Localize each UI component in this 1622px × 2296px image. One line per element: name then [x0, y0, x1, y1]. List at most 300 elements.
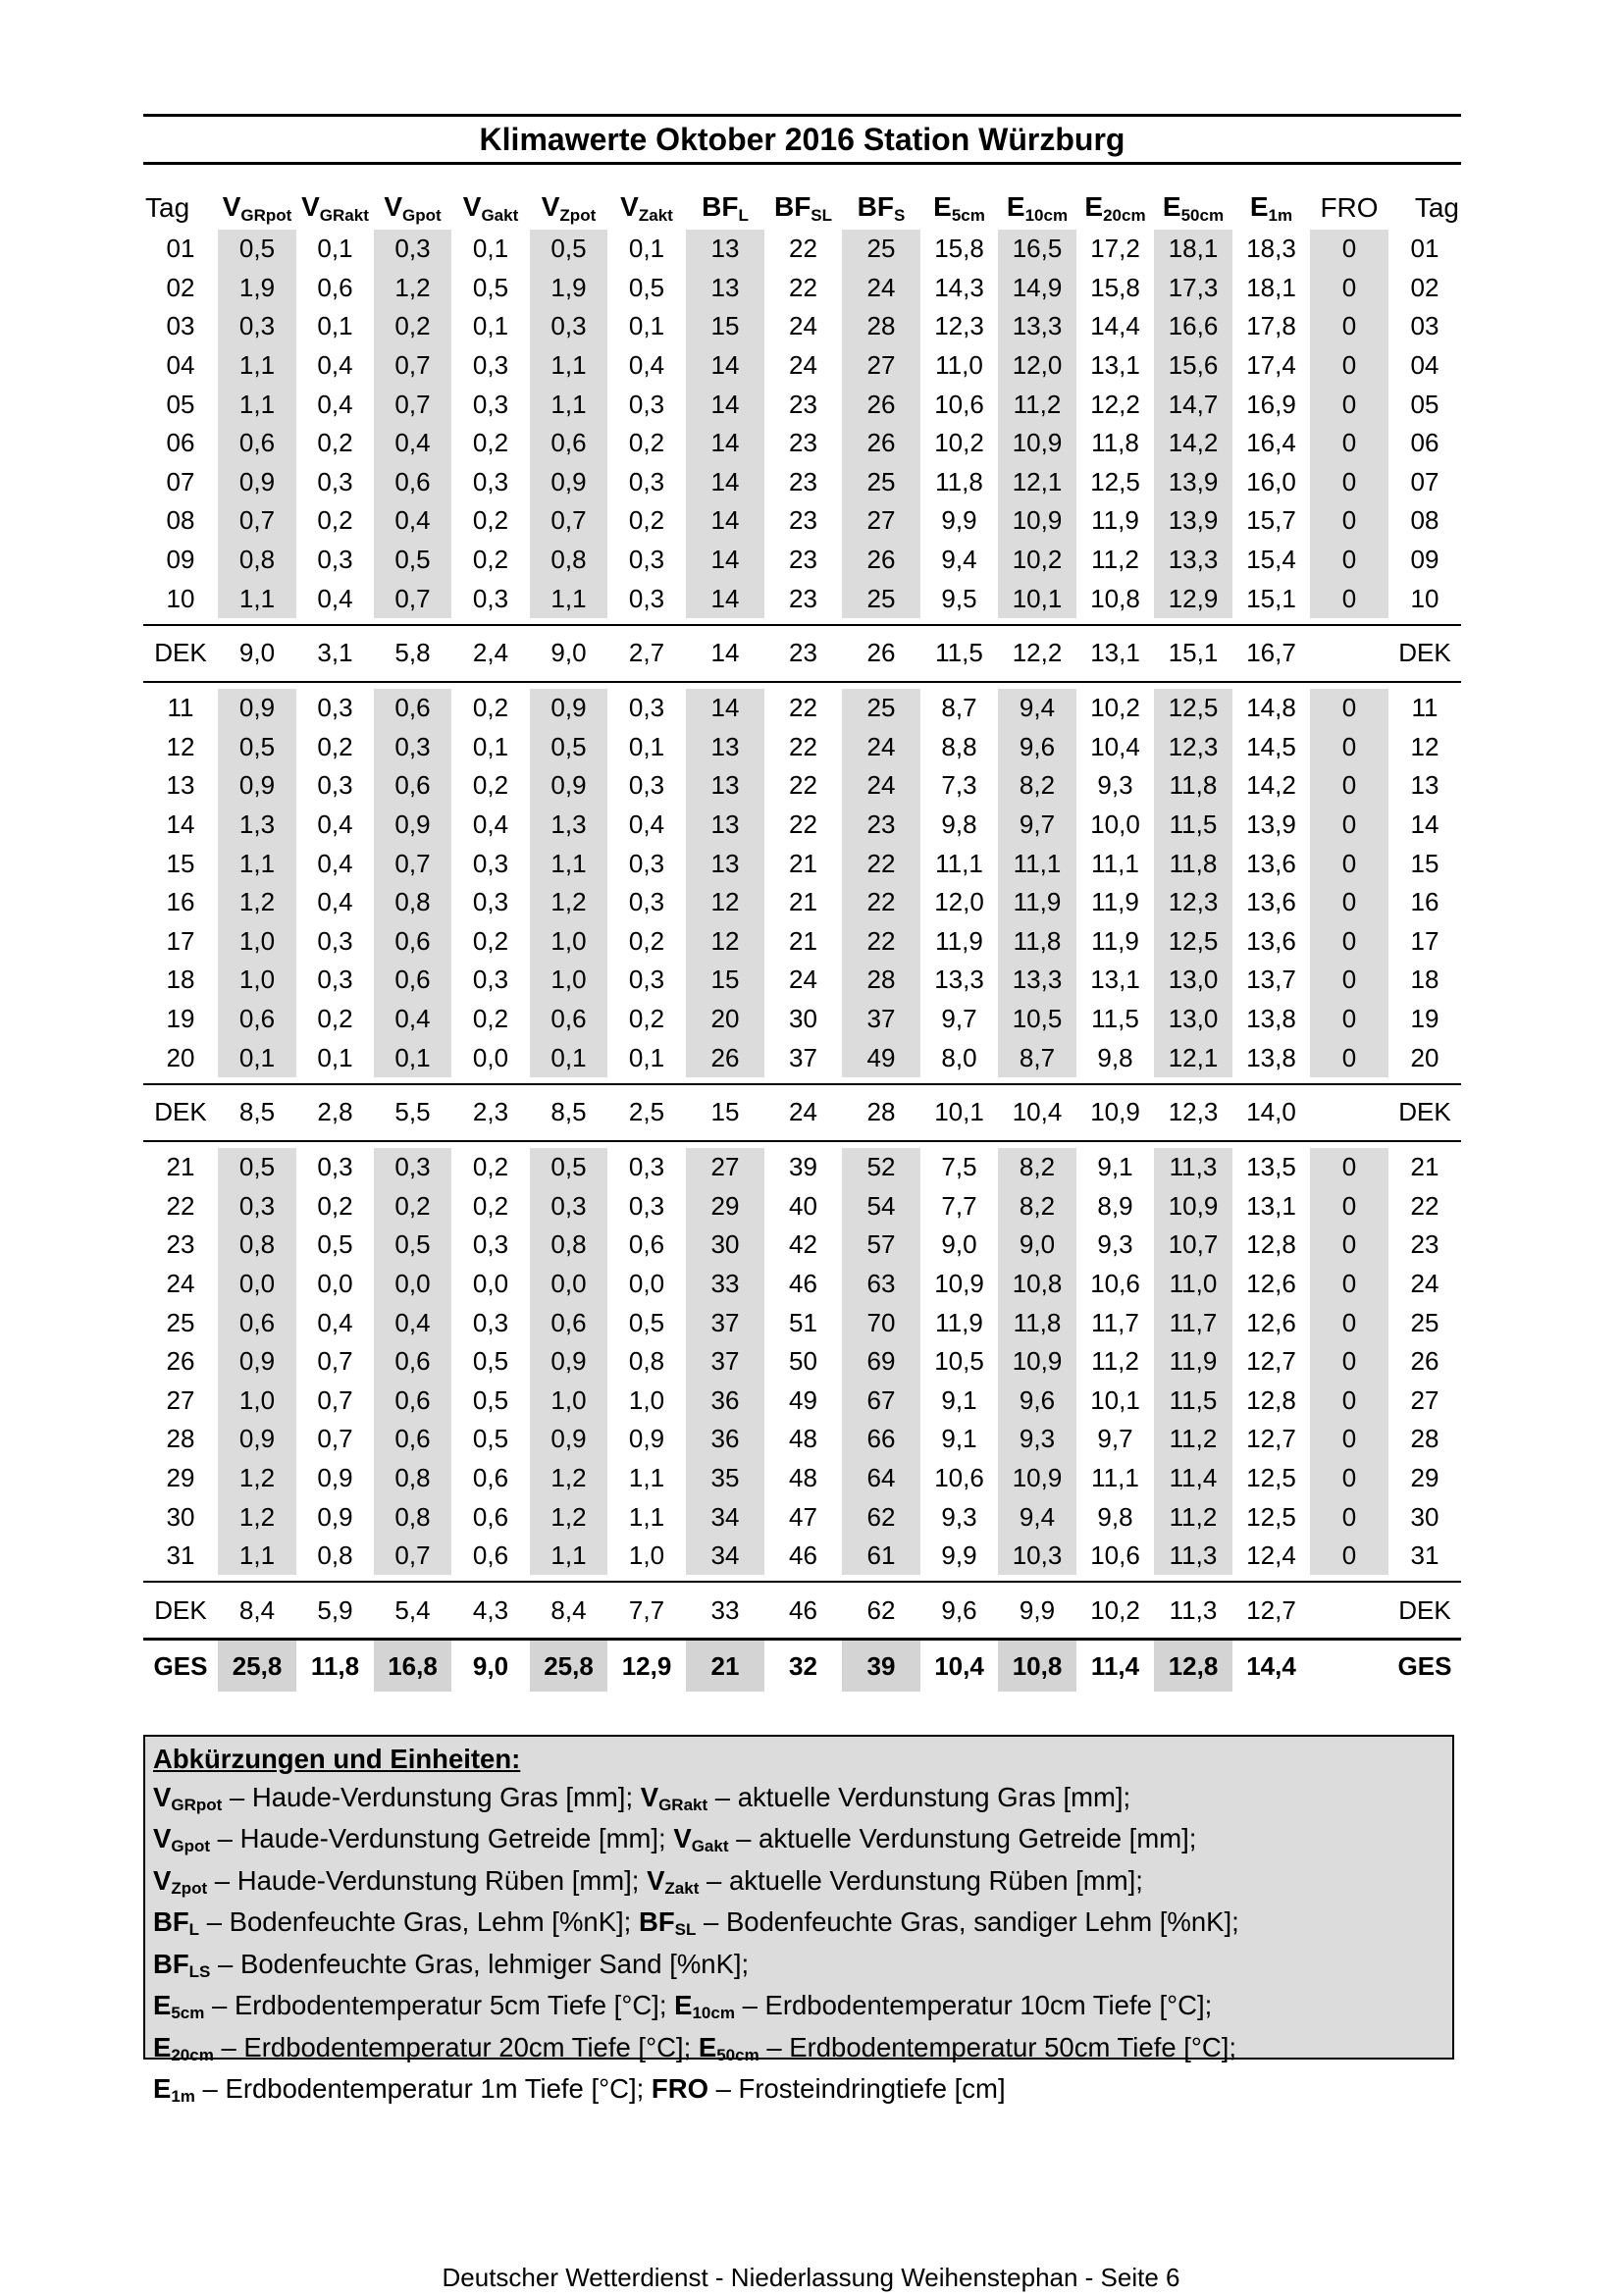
table-cell: 1,2 — [530, 1459, 607, 1498]
legend-text: – Bodenfeuchte Gras, Lehm [%nK]; — [199, 1906, 639, 1937]
day-label-right: 07 — [1410, 466, 1439, 496]
table-cell: 0,1 — [317, 1042, 353, 1072]
day-label-left: 16 — [166, 887, 195, 917]
header-col-main: E — [933, 190, 952, 222]
header-col-sub: 20cm — [1103, 205, 1146, 225]
header-col-sub: GRpot — [240, 205, 292, 225]
table-cell: 11,1 — [1091, 1462, 1139, 1492]
table-cell: 0,3 — [472, 583, 509, 613]
day-label-left: 22 — [166, 1190, 195, 1221]
spacer-row — [143, 1141, 1461, 1148]
table-cell: 0 — [1310, 307, 1388, 346]
table-cell: 9,0 — [998, 1226, 1076, 1265]
table-cell: 12,2 — [1090, 389, 1140, 419]
table-cell: 52 — [842, 1148, 920, 1187]
table-cell: 23 — [789, 545, 817, 575]
legend-text: – Erdbodentemperatur 10cm Tiefe [°C]; — [734, 1990, 1213, 2020]
table-cell: 70 — [842, 1303, 920, 1342]
table-cell: 30 — [686, 1226, 764, 1265]
legend-subscript: LS — [188, 1961, 211, 1981]
table-cell: 11,8 — [1154, 844, 1232, 883]
table-cell: 0,3 — [374, 230, 451, 269]
table-cell: 1,1 — [530, 1537, 607, 1576]
table-cell: 22 — [789, 770, 817, 801]
table-cell: 9,9 — [941, 505, 977, 536]
table-cell: 0 — [1310, 1459, 1388, 1498]
table-cell: 0,2 — [472, 925, 509, 956]
table-cell: 24 — [764, 1084, 842, 1141]
legend-symbol: V — [153, 1823, 172, 1853]
day-label-right: 30 — [1410, 1501, 1439, 1532]
header-col: FRO — [1320, 192, 1379, 223]
legend-symbol: FRO — [651, 2073, 708, 2104]
table-cell: 0,3 — [628, 1152, 665, 1182]
table-cell: 12,7 — [1246, 1424, 1296, 1454]
legend-text: – Erdbodentemperatur 50cm Tiefe [°C]; — [759, 2031, 1237, 2062]
table-row — [143, 766, 1461, 806]
table-cell: 23 — [789, 505, 817, 536]
table-cell: 0,2 — [628, 1003, 665, 1033]
table-cell: 16,5 — [998, 230, 1076, 269]
total-cell: 16,8 — [374, 1640, 451, 1693]
table-row — [143, 1038, 1461, 1077]
day-label-right: 22 — [1410, 1190, 1439, 1221]
table-cell: 0,3 — [628, 1190, 665, 1221]
table-cell: 5,8 — [374, 625, 451, 682]
total-cell: 25,8 — [530, 1640, 607, 1693]
table-cell: 11,0 — [935, 350, 983, 381]
table-cell: 37 — [842, 1000, 920, 1039]
table-cell: 26 — [686, 1038, 764, 1077]
legend-subscript: GRakt — [658, 1795, 708, 1814]
table-cell: 0,2 — [317, 1190, 353, 1221]
table-cell: 14 — [686, 625, 764, 682]
table-cell: 12,6 — [1246, 1268, 1296, 1298]
day-label-left: 09 — [166, 545, 195, 575]
table-cell: 14,3 — [934, 272, 984, 302]
table-cell: 0 — [1310, 1537, 1388, 1576]
table-cell: 12,3 — [1154, 883, 1232, 922]
table-cell: 1,0 — [218, 961, 296, 1000]
table-cell: 14 — [686, 385, 764, 424]
table-cell: 0,5 — [218, 230, 296, 269]
table-cell: 49 — [842, 1038, 920, 1077]
table-cell: 0,3 — [317, 770, 353, 801]
table-cell: 10,9 — [1154, 1186, 1232, 1226]
table-cell: 10,9 — [998, 501, 1076, 541]
table-cell: 0,5 — [530, 1148, 607, 1187]
table-cell: 0,3 — [472, 887, 509, 917]
legend-subscript: Gakt — [691, 1837, 729, 1855]
day-label-left: 21 — [166, 1152, 195, 1182]
table-cell: 11,3 — [1154, 1537, 1232, 1576]
table-cell: 14 — [686, 501, 764, 541]
total-cell: 12,8 — [1154, 1640, 1232, 1693]
day-label-right: 16 — [1410, 887, 1439, 917]
table-cell: 21 — [789, 848, 817, 878]
table-cell: 46 — [764, 1582, 842, 1640]
table-cell: 0,5 — [218, 728, 296, 767]
table-cell: 12,5 — [1154, 689, 1232, 728]
table-cell: 23 — [789, 428, 817, 458]
table-cell: 34 — [686, 1497, 764, 1537]
day-label-left: 31 — [166, 1540, 195, 1571]
legend-line — [153, 1905, 1444, 1948]
table-cell: 27 — [842, 346, 920, 386]
table-cell: 1,1 — [218, 385, 296, 424]
table-cell: 5,5 — [374, 1084, 451, 1141]
table-header-row — [143, 186, 1461, 230]
table-row — [143, 922, 1461, 962]
table-cell: 0 — [1310, 1186, 1388, 1226]
table-cell: 0,6 — [374, 766, 451, 806]
table-cell: 14 — [686, 463, 764, 502]
table-row — [143, 1000, 1461, 1039]
table-cell: 11,0 — [1154, 1265, 1232, 1304]
table-cell: 0,3 — [628, 583, 665, 613]
table-cell: 9,1 — [1097, 1152, 1133, 1182]
day-label-left: 25 — [166, 1307, 195, 1337]
table-row — [143, 269, 1461, 308]
table-cell: 10,4 — [1090, 731, 1140, 761]
table-cell: 11,1 — [998, 844, 1076, 883]
table-cell: 12,5 — [1154, 922, 1232, 962]
table-cell: 0,7 — [374, 346, 451, 386]
table-cell: 14 — [686, 579, 764, 618]
table-cell: 0,5 — [218, 1148, 296, 1187]
table-cell — [1310, 625, 1388, 682]
table-cell: 12,9 — [1154, 579, 1232, 618]
header-col-main: E — [1249, 190, 1269, 222]
table-cell: 27 — [686, 1148, 764, 1187]
table-cell: 22 — [842, 883, 920, 922]
table-cell: 49 — [789, 1384, 817, 1415]
table-row — [143, 463, 1461, 502]
table-cell: 0 — [1310, 541, 1388, 580]
spacer-row — [143, 1575, 1461, 1582]
table-cell: 0,3 — [628, 887, 665, 917]
table-cell: 1,1 — [218, 1537, 296, 1576]
table-cell: 14,0 — [1232, 1084, 1310, 1141]
table-cell: 0,3 — [317, 466, 353, 496]
table-cell: 0,4 — [472, 809, 509, 840]
header-col-main: E — [1084, 190, 1104, 222]
table-cell: 1,2 — [218, 883, 296, 922]
table-cell: 10,7 — [1154, 1226, 1232, 1265]
table-cell: 1,1 — [218, 844, 296, 883]
table-cell: 10,9 — [1076, 1084, 1154, 1141]
climate-table — [143, 186, 1461, 1692]
table-cell: 0,4 — [374, 1000, 451, 1039]
dek-label-right: DEK — [1388, 625, 1461, 682]
table-cell: 2,8 — [296, 1084, 374, 1141]
table-cell: 0,9 — [530, 1342, 607, 1382]
table-cell: 1,1 — [530, 385, 607, 424]
table-cell: 1,1 — [530, 579, 607, 618]
table-cell: 10,2 — [1090, 693, 1140, 723]
table-cell: 0,4 — [628, 350, 665, 381]
table-cell: 0,6 — [472, 1540, 509, 1571]
day-label-right: 01 — [1410, 234, 1439, 264]
table-cell: 0 — [1310, 961, 1388, 1000]
table-cell: 16,7 — [1232, 625, 1310, 682]
table-cell: 0,5 — [628, 272, 665, 302]
table-cell: 0 — [1310, 424, 1388, 463]
table-cell: 0,9 — [530, 1420, 607, 1459]
table-cell: 0,7 — [374, 579, 451, 618]
header-col-main: V — [384, 190, 403, 222]
table-cell: 51 — [789, 1307, 817, 1337]
table-cell: 64 — [842, 1459, 920, 1498]
table-cell: 20 — [686, 1000, 764, 1039]
legend-symbol: V — [153, 1864, 172, 1896]
total-cell: 10,8 — [998, 1640, 1076, 1693]
table-cell: 26 — [842, 385, 920, 424]
table-cell: 0,4 — [317, 848, 353, 878]
table-cell: 10,1 — [998, 579, 1076, 618]
table-cell: 0 — [1310, 883, 1388, 922]
legend-symbol: V — [647, 1864, 665, 1896]
spacer-row — [143, 1077, 1461, 1084]
table-cell: 10,4 — [998, 1084, 1076, 1141]
table-row — [143, 1381, 1461, 1420]
table-row — [143, 1459, 1461, 1498]
table-cell: 0,3 — [628, 389, 665, 419]
table-cell: 10,1 — [920, 1084, 998, 1141]
header-col — [920, 186, 998, 230]
table-cell: 0 — [1310, 1265, 1388, 1304]
table-cell: 1,1 — [628, 1501, 665, 1532]
table-cell: 11,9 — [1154, 1342, 1232, 1382]
table-cell: 37 — [686, 1342, 764, 1382]
table-cell: 15,7 — [1246, 505, 1296, 536]
table-cell: 14,9 — [998, 269, 1076, 308]
table-cell: 0,2 — [317, 505, 353, 536]
table-cell: 11,5 — [1154, 1381, 1232, 1420]
table-cell: 9,9 — [998, 1582, 1076, 1640]
legend-text: – Erdbodentemperatur 20cm Tiefe [°C]; — [213, 2031, 699, 2062]
table-cell: 8,9 — [1097, 1190, 1133, 1221]
header-col — [218, 186, 296, 230]
day-label-right: 11 — [1411, 693, 1439, 723]
table-cell: 0,3 — [628, 545, 665, 575]
table-row — [143, 424, 1461, 463]
table-cell: 0,8 — [530, 541, 607, 580]
table-cell: 9,0 — [530, 625, 607, 682]
spacer-row — [143, 618, 1461, 625]
legend-symbol: E — [698, 2031, 717, 2062]
table-cell: 40 — [789, 1190, 817, 1221]
header-col-sub: L — [738, 205, 749, 225]
table-cell: 0,1 — [218, 1038, 296, 1077]
table-cell: 13,6 — [1246, 848, 1296, 878]
legend-subscript: Zpot — [171, 1878, 208, 1898]
table-cell: 0,4 — [374, 1303, 451, 1342]
table-cell: 0 — [1310, 579, 1388, 618]
table-cell: 0,4 — [317, 389, 353, 419]
legend-symbol: E — [153, 2031, 172, 2062]
table-cell: 0,5 — [472, 1424, 509, 1454]
table-cell: 3,1 — [296, 625, 374, 682]
spacer-cell — [143, 618, 1461, 625]
table-cell: 0,7 — [317, 1384, 353, 1415]
header-col-sub: 1m — [1268, 205, 1293, 225]
table-cell: 0,2 — [472, 1190, 509, 1221]
table-cell: 0,6 — [374, 961, 451, 1000]
table-cell: 0 — [1310, 1000, 1388, 1039]
table-cell: 7,7 — [941, 1190, 977, 1221]
legend-text: – Erdbodentemperatur 1m Tiefe [°C]; — [194, 2073, 652, 2104]
table-cell: 10,6 — [934, 1462, 984, 1492]
legend-symbol: BF — [153, 1906, 189, 1937]
table-cell: 0 — [1310, 766, 1388, 806]
table-cell: 0,3 — [628, 693, 665, 723]
table-cell: 39 — [789, 1152, 817, 1182]
day-label-left: 29 — [166, 1462, 195, 1492]
table-cell: 0,1 — [530, 1038, 607, 1077]
table-cell: 0,2 — [374, 307, 451, 346]
total-cell: 14,4 — [1246, 1650, 1296, 1681]
table-cell: 0 — [1310, 463, 1388, 502]
table-cell: 25 — [842, 689, 920, 728]
table-cell: 11,9 — [1091, 505, 1139, 536]
table-cell: 0 — [1310, 922, 1388, 962]
table-cell: 0 — [1310, 501, 1388, 541]
table-cell: 9,3 — [941, 1501, 977, 1532]
legend-subscript: SL — [674, 1920, 697, 1939]
table-cell: 0 — [1310, 806, 1388, 845]
legend-subscript: Gpot — [171, 1837, 210, 1855]
table-cell: 9,7 — [998, 806, 1076, 845]
table-cell: 0,4 — [374, 501, 451, 541]
table-cell: 21 — [789, 925, 817, 956]
table-cell: 0,6 — [218, 1000, 296, 1039]
legend-title: Abkürzungen und Einheiten: — [153, 1744, 521, 1774]
table-row — [143, 806, 1461, 845]
table-cell: 11,2 — [998, 385, 1076, 424]
table-cell: 8,5 — [530, 1084, 607, 1141]
table-cell: 2,7 — [607, 625, 686, 682]
table-cell: 23 — [789, 466, 817, 496]
table-cell: 48 — [789, 1462, 817, 1492]
table-cell: 14 — [686, 346, 764, 386]
table-cell: 0,2 — [472, 1003, 509, 1033]
table-cell: 1,2 — [530, 883, 607, 922]
legend-text: – Bodenfeuchte Gras, sandiger Lehm [%nK]; — [696, 1906, 1239, 1937]
table-cell: 15,1 — [1154, 625, 1232, 682]
day-label-left: 05 — [166, 389, 195, 419]
header-col-sub: Zpot — [559, 205, 597, 225]
table-cell: 0,7 — [317, 1346, 353, 1377]
day-label-left: 17 — [166, 925, 195, 956]
table-cell: 0,2 — [374, 1186, 451, 1226]
day-label-left: 03 — [166, 311, 195, 341]
day-label-left: 27 — [166, 1384, 195, 1415]
spacer-cell — [143, 1141, 1461, 1148]
legend-symbol: V — [153, 1781, 172, 1812]
table-cell: 11,9 — [1091, 887, 1139, 917]
legend-text: – aktuelle Verdunstung Getreide [mm]; — [728, 1823, 1197, 1853]
table-cell: 0 — [1310, 1148, 1388, 1187]
table-cell: 14 — [686, 541, 764, 580]
day-label-left: 06 — [166, 428, 195, 458]
day-label-right: 09 — [1410, 545, 1439, 575]
table-cell: 27 — [842, 501, 920, 541]
table-cell: 0,1 — [472, 234, 509, 264]
table-cell: 2,3 — [451, 1084, 530, 1141]
table-cell: 12 — [686, 883, 764, 922]
header-col-main: E — [1006, 190, 1025, 222]
table-cell: 0 — [1310, 844, 1388, 883]
total-cell: 9,0 — [472, 1650, 509, 1681]
table-cell: 34 — [686, 1537, 764, 1576]
page-title: Klimawerte Oktober 2016 Station Würzburg — [143, 114, 1461, 165]
table-cell: 24 — [842, 269, 920, 308]
day-label-right: 31 — [1410, 1540, 1439, 1571]
table-row — [143, 1265, 1461, 1304]
table-cell: 13,1 — [1076, 625, 1154, 682]
table-cell: 12,1 — [998, 463, 1076, 502]
table-cell: 1,9 — [218, 269, 296, 308]
day-label-left: 02 — [166, 272, 195, 302]
table-cell: 0 — [1310, 230, 1388, 269]
table-cell: 0 — [1310, 689, 1388, 728]
table-row — [143, 346, 1461, 386]
table-cell: 11,5 — [1154, 806, 1232, 845]
header-col — [1076, 186, 1154, 230]
legend-symbol: V — [673, 1823, 692, 1853]
table-cell: 0,5 — [530, 728, 607, 767]
table-cell: 1,1 — [530, 346, 607, 386]
table-row — [143, 961, 1461, 1000]
table-cell: 9,4 — [998, 1497, 1076, 1537]
header-col — [764, 186, 842, 230]
table-cell: 22 — [789, 809, 817, 840]
table-cell: 17,4 — [1246, 350, 1296, 381]
table-cell: 0,6 — [218, 1303, 296, 1342]
table-cell: 5,4 — [374, 1582, 451, 1640]
header-col — [686, 186, 764, 230]
day-label-right: 13 — [1410, 770, 1439, 801]
day-label-left: 15 — [166, 848, 195, 878]
table-cell: 22 — [789, 731, 817, 761]
table-cell: 0 — [1310, 1226, 1388, 1265]
table-cell: 15 — [686, 307, 764, 346]
ges-label-left: GES — [153, 1650, 208, 1681]
table-cell: 0,6 — [530, 424, 607, 463]
spacer-row — [143, 682, 1461, 689]
day-label-right: 06 — [1410, 428, 1439, 458]
table-cell: 13,1 — [1090, 350, 1140, 381]
table-cell: 0,3 — [472, 389, 509, 419]
table-cell: 0,6 — [374, 1342, 451, 1382]
day-label-right: 18 — [1410, 965, 1439, 995]
table-cell: 13,6 — [1246, 925, 1296, 956]
day-label-left: 07 — [166, 466, 195, 496]
table-cell: 15 — [686, 1084, 764, 1141]
table-cell: 25 — [842, 579, 920, 618]
table-cell: 0,6 — [472, 1501, 509, 1532]
table-cell: 9,6 — [920, 1582, 998, 1640]
table-cell: 25 — [842, 230, 920, 269]
header-col-main: BF — [702, 190, 739, 222]
table-cell: 13,7 — [1246, 965, 1296, 995]
table-cell: 12,7 — [1246, 1346, 1296, 1377]
table-cell: 11,3 — [1154, 1148, 1232, 1187]
table-cell: 1,1 — [628, 1462, 665, 1492]
table-cell: 0,3 — [628, 466, 665, 496]
table-cell: 42 — [789, 1229, 817, 1260]
